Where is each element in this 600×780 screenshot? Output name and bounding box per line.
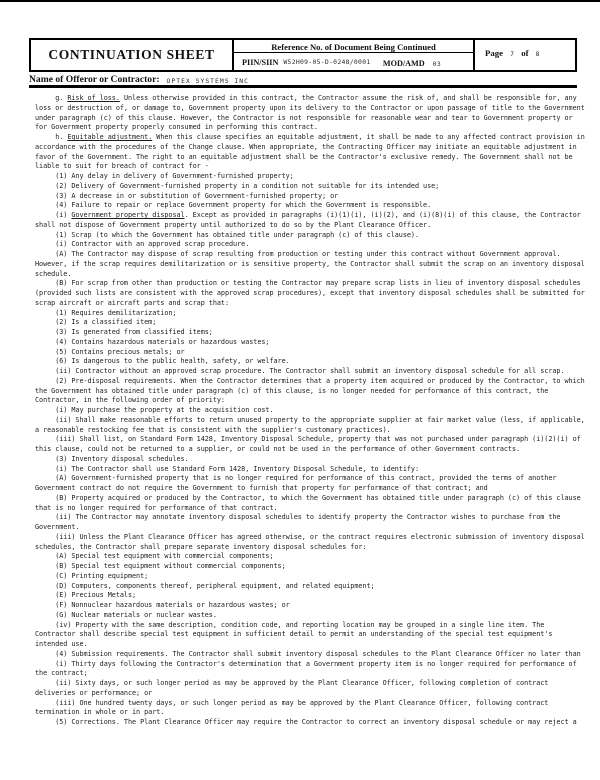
- scan-edge-line: [0, 0, 600, 2]
- form-title: CONTINUATION SHEET: [48, 47, 215, 62]
- text-line: (B) For scrap from other than production or testing the Contractor may prepare scrap lists in lieu of inventory disposal schedules: [35, 279, 581, 288]
- text-line: (1) Requires demilitarization;: [35, 308, 177, 317]
- piin-value: W52H09-05-D-0248/0001: [283, 58, 371, 66]
- contractor-row: [29, 73, 577, 88]
- text-line: the contract;: [35, 669, 88, 678]
- page-total: 8: [535, 50, 540, 58]
- text-line: (4) Submission requirements. The Contractor shall submit inventory disposal schedules to the Plant Clearance Officer no later than: [35, 649, 581, 658]
- text-line: However, if the scrap requires demilitarization or is sensitive property, the Contractor shall submit the scrap on an inventory disposal: [35, 259, 585, 268]
- text-line: scrap aircraft or aircraft parts and scrap that:: [35, 298, 230, 307]
- text-line: (ii) Contractor without an approved scrap procedure. The Contractor shall submit an inventory disposal schedule for all scrap.: [35, 367, 565, 375]
- text-line: under paragraph (c) of this clause. However, the Contractor is not responsible for reasonable wear and tear to Government property or: [35, 113, 573, 122]
- text-line: (2) Delivery of Government-furnished property in a condition not suitable for its intended use;: [35, 181, 440, 190]
- text-line: (i) May purchase the property at the acquisition cost.: [35, 406, 274, 414]
- continuation-sheet-title-cell: [31, 40, 234, 70]
- text-line: Contractor shall describe special test equipment in sufficient detail to permit an understanding of the special test equipment's: [35, 630, 553, 639]
- text-line: (3) A decrease in or substitution of Government-furnished property; or: [35, 191, 339, 200]
- text-line: g. Risk of loss. Unless otherwise provided in this contract, the Contractor assume the risk of, and shall be responsible for, any: [35, 94, 577, 102]
- of-label: of: [521, 48, 529, 58]
- text-line: (5) Contains precious metals; or: [35, 347, 185, 356]
- text-line: (4) Contains hazardous materials or hazardous wastes;: [35, 337, 270, 346]
- text-line: accordance with the procedures of the Change clause. When appropriate, the Contracting Officer may initiate an equitable adjustment in: [35, 142, 577, 151]
- text-line: a reasonable restocking fee that is consistent with the supplier's customary practices).: [35, 425, 391, 434]
- text-line: (ii) Sixty days, or such longer period as may be approved by the Plant Clearance Officer, following completion of contract: [35, 679, 549, 687]
- text-line: loss or destruction of, or damage to, Government property upon its delivery to the Contractor or upon passage of title to the Government: [35, 103, 585, 112]
- text-line: schedules, the Contractor shall prepare separate inventory disposal schedules for:: [35, 542, 367, 551]
- text-line: liable to suit for breach of contract for -: [35, 162, 209, 171]
- mod-amd-group: [383, 53, 441, 71]
- text-line: (2) Is a classified item;: [35, 318, 157, 327]
- text-line: schedule.: [35, 269, 72, 278]
- reference-cell: [234, 40, 475, 70]
- text-line: (A) The Contractor may dispose of scrap resulting from production or testing under this contract without Government approval.: [35, 250, 561, 258]
- document-body: [35, 94, 600, 754]
- text-line: that is no longer required for performance of that contract.: [35, 503, 278, 512]
- text-line: (ii) Shall make reasonable efforts to return unused property to the appropriate supplier at fair market value (less, if applicable,: [35, 415, 585, 424]
- text-line: (1) Scrap (to which the Government has obtained title under paragraph (c) of this clause).: [35, 230, 419, 239]
- text-line: (2) Pre-disposal requirements. When the Contractor determines that a property item acquired or produced by the Contractor, to which: [35, 376, 585, 385]
- text-line: (D) Computers, components thereof, peripheral equipment, and related equipment;: [35, 581, 375, 590]
- page-number: 7: [510, 50, 515, 58]
- text-line: (3) Is generated from classified items;: [35, 328, 213, 336]
- text-line: (A) Special test equipment with commercial components;: [35, 552, 274, 561]
- text-line: (iii) Shall list, on Standard Form 1428, Inventory Disposal Schedule, property that was not purchased under paragraph (i)(2)(i) of: [35, 435, 581, 444]
- text-line: (iii) Unless the Plant Clearance Officer has agreed otherwise, or the contract requires electronic submission of inventory disposal: [35, 532, 585, 541]
- text-line: (3) Inventory disposal schedules.: [35, 454, 189, 463]
- reference-label: Reference No. of Document Being Continued: [234, 40, 473, 53]
- text-line: (F) Nonnuclear hazardous materials or hazardous wastes; or: [35, 601, 290, 609]
- text-line: this clause, could not be returned to a supplier, or could not be used in the performance of other Government contracts.: [35, 445, 521, 453]
- contractor-label: Name of Offeror or Contractor:: [29, 74, 160, 85]
- text-line: Contractor, in the following order of priority:: [35, 396, 225, 405]
- text-line: intended use.: [35, 640, 88, 648]
- text-line: (B) Property acquired or produced by the Contractor, to which the Government has obtained title under paragraph (c) of this clause: [35, 493, 581, 502]
- text-line: (B) Special test equipment without commercial components;: [35, 562, 286, 570]
- text-line: (4) Failure to repair or replace Government property for which the Government is responsible.: [35, 201, 432, 210]
- text-line: (i) Thirty days following the Contractor's determination that a Government property item is no longer required for performance of: [35, 659, 577, 668]
- contractor-name: OPTEX SYSTEMS INC: [166, 77, 249, 85]
- text-line: (6) Is dangerous to the public health, safety, or welfare.: [35, 357, 290, 366]
- page-label: Page: [485, 48, 504, 58]
- mod-amd-value: 03: [432, 60, 441, 68]
- text-line: for Government property properly consumed in performing this contract.: [35, 123, 318, 132]
- piin-label: PIIN/SIIN: [242, 57, 279, 67]
- text-line: (ii) The Contractor may annotate inventory disposal schedules to identify property the Contractor wishes to purchase from the: [35, 513, 561, 522]
- text-line: (1) Any delay in delivery of Government-furnished property;: [35, 172, 294, 180]
- text-line: (iv) Property with the same description, condition code, and reporting location may be grouped in a single line item. The: [35, 620, 545, 629]
- text-line: (i) The Contractor shall use Standard Form 1428, Inventory Disposal Schedule, to identify:: [35, 464, 419, 473]
- text-line: (E) Precious Metals;: [35, 591, 137, 600]
- text-line: (A) Government-furnished property that is no longer required for performance of this contract, provided the terms of another: [35, 474, 557, 483]
- text-line: shall not dispose of Government property until authorized to do so by the Plant Clearance Officer.: [35, 220, 432, 229]
- text-line: h. Equitable adjustment. When this clause specifies an equitable adjustment, it shall be made to any affected contract provision in: [35, 133, 585, 141]
- text-line: (provided such lists are consistent with the approved scrap procedures), except that inventory disposal schedules shall be submitted for: [35, 289, 585, 297]
- text-line: termination in whole or in part.: [35, 708, 165, 717]
- text-line: (G) Nuclear materials or nuclear wastes.: [35, 610, 217, 619]
- text-line: deliveries or performance; or: [35, 688, 153, 697]
- text-line: (i) Contractor with an approved scrap procedure.: [35, 240, 250, 249]
- text-line: favor of the Government. The right to an equitable adjustment shall be the Contractor's exclusive remedy. The Government shall not be: [35, 152, 573, 161]
- text-line: (C) Printing equipment;: [35, 571, 149, 580]
- text-line: Government.: [35, 523, 80, 531]
- page-cell: [475, 40, 575, 70]
- text-line: (iii) One hundred twenty days, or such longer period as may be approved by the Plant Clearance Officer, following contract: [35, 698, 549, 707]
- text-line: the Government has obtained title under paragraph (c) of this clause, is no longer needed for performance of this contract, the: [35, 386, 549, 395]
- reference-values-row: [234, 53, 473, 71]
- text-line: (5) Corrections. The Plant Clearance Officer may require the Contractor to correct an inventory disposal schedule or may reject a: [35, 718, 577, 726]
- header-table: [29, 38, 577, 72]
- mod-amd-label: MOD/AMD: [382, 59, 425, 68]
- text-line: Government contract do not require the Government to furnish that property for performance of that contract; and: [35, 484, 488, 492]
- text-line: (i) Government property disposal. Except as provided in paragraphs (i)(1)(i), (i)(2), and (i)(8)(i) of this clause, the Contractor: [35, 211, 581, 219]
